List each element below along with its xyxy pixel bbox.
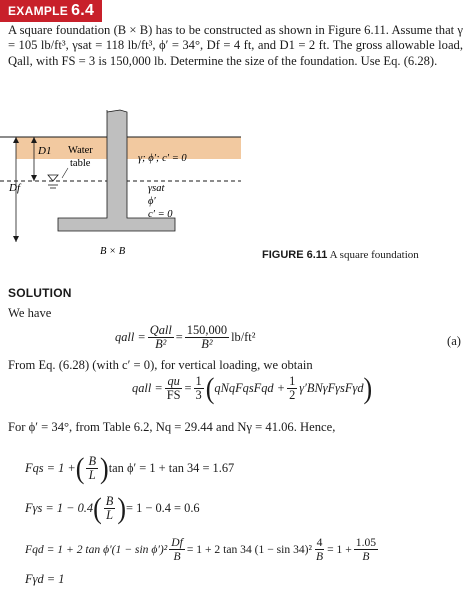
- footing-size-label: B × B: [100, 246, 126, 257]
- eq-a-lhs: qall =: [115, 330, 146, 344]
- figure-square-foundation: [0, 108, 473, 258]
- eq-b-third: [194, 375, 204, 402]
- fqd-frac1: [169, 536, 185, 563]
- problem-statement: A square foundation (B × B) has to be constructed as shown in Figure 6.11. Assume that γ = 105 lb/ft³, γsat = 118 lb/ft³, ϕ′ = 34°, Df = 4 ft, and D1 = 2 ft. The gross allowable load, Qall, with FS = 3 is 150,000 lb. Determine the size of the foundation. Use Eq. (6.28).: [8, 23, 463, 68]
- fqd-lhs: Fqd = 1 + 2 tan ϕ′(1 − sin ϕ′)²: [25, 543, 168, 556]
- fqs-den: L: [88, 468, 96, 482]
- equation-fqd: [25, 536, 380, 563]
- upper-soil-label: γ; ϕ′; c′ = 0: [138, 153, 187, 164]
- equation-a: [115, 324, 255, 351]
- example-number: 6.4: [71, 2, 95, 19]
- eq-a-frac2: [185, 324, 229, 351]
- from-eq-text: From Eq. (6.28) (with c′ = 0), for vertical loading, we obtain: [8, 358, 313, 372]
- fqd-frac2: [314, 536, 325, 563]
- eq-a-num1: Qall: [149, 323, 172, 337]
- eq-b-third-den: 3: [195, 388, 202, 402]
- eq-b-lhs: qall =: [132, 381, 163, 395]
- eq-b-frac1: [165, 375, 183, 402]
- fqd-eq2: = 1 +: [327, 543, 352, 556]
- df-label: Df: [9, 182, 20, 194]
- fqs-close-paren: ): [100, 451, 109, 485]
- we-have-text: We have: [8, 306, 52, 320]
- equation-fgd: Fγd = 1: [25, 572, 65, 586]
- fqd-num3: 1.05: [355, 536, 377, 549]
- eq-b-term1: qNqFqsFqd +: [214, 381, 286, 395]
- fqs-num: B: [88, 454, 97, 468]
- eq-b-half-den: 2: [289, 388, 296, 402]
- eq-a-frac1: [148, 324, 174, 351]
- eq-b-num1: qu: [167, 374, 180, 388]
- figure-caption-text: A square foundation: [329, 249, 419, 261]
- equation-tag-a: (a): [447, 334, 461, 348]
- gamma-sat-label: γsat: [148, 183, 165, 194]
- fgs-num: B: [105, 494, 114, 508]
- fgs-open-paren: (: [93, 491, 102, 525]
- figure-caption-label: FIGURE 6.11: [262, 249, 328, 261]
- open-paren: (: [205, 371, 215, 405]
- close-paren: ): [363, 371, 373, 405]
- water-table-label-1: Water: [68, 145, 93, 156]
- eq-b-third-num: 1: [195, 374, 202, 388]
- fqd-den2: B: [316, 550, 324, 563]
- c-zero-label: c′ = 0: [148, 209, 173, 220]
- phi-label: ϕ′: [148, 196, 156, 207]
- eq-b-equals: =: [184, 381, 192, 395]
- equation-fgs: [25, 491, 200, 525]
- fqd-den3: B: [362, 550, 370, 563]
- solution-heading: SOLUTION: [8, 286, 72, 300]
- fqs-frac: [86, 455, 98, 482]
- eq-b-half: [287, 375, 297, 402]
- eq-b-term2: γ′BNγFγsFγd: [299, 381, 364, 395]
- fqs-lhs: Fqs = 1 +: [25, 461, 76, 475]
- fgs-frac: [104, 495, 116, 522]
- example-badge: [0, 0, 102, 22]
- equation-b: [132, 371, 373, 405]
- fgs-den: L: [106, 508, 113, 522]
- fqd-frac3: [354, 536, 378, 563]
- water-table-icon: [48, 175, 58, 181]
- fgs-rhs: = 1 − 0.4 = 0.6: [126, 501, 200, 515]
- eq-a-den2: B²: [201, 337, 213, 351]
- fqd-num1: Df: [171, 536, 183, 549]
- water-table-label-2: table: [70, 158, 91, 169]
- df-arrow-bottom: [13, 236, 19, 242]
- eq-b-den1: FS: [166, 388, 181, 402]
- eq-a-num2: 150,000: [186, 323, 228, 337]
- for-phi-text: For ϕ′ = 34°, from Table 6.2, Nq = 29.44 and Nγ = 41.06. Hence,: [8, 420, 336, 434]
- fqs-open-paren: (: [75, 451, 85, 485]
- equation-fqs: [25, 451, 235, 485]
- eq-b-half-num: 1: [289, 374, 296, 388]
- fqd-mid: = 1 + 2 tan 34 (1 − sin 34)²: [186, 543, 313, 556]
- example-label: EXAMPLE: [8, 4, 69, 18]
- eq-a-den1: B²: [155, 337, 167, 351]
- fqd-num2: 4: [316, 536, 323, 549]
- fgs-close-paren: ): [117, 491, 126, 525]
- fqd-den1: B: [173, 550, 181, 563]
- fqs-rhs: tan ϕ′ = 1 + tan 34 = 1.67: [108, 461, 235, 475]
- fgs-lhs: Fγs = 1 − 0.4: [25, 501, 94, 515]
- d1-arrow-bottom: [31, 175, 37, 181]
- eq-a-equals: =: [175, 330, 183, 344]
- figure-caption: [262, 249, 419, 261]
- water-table-leader: [62, 168, 68, 178]
- d1-label: D1: [38, 145, 52, 157]
- eq-a-unit: lb/ft²: [231, 330, 256, 344]
